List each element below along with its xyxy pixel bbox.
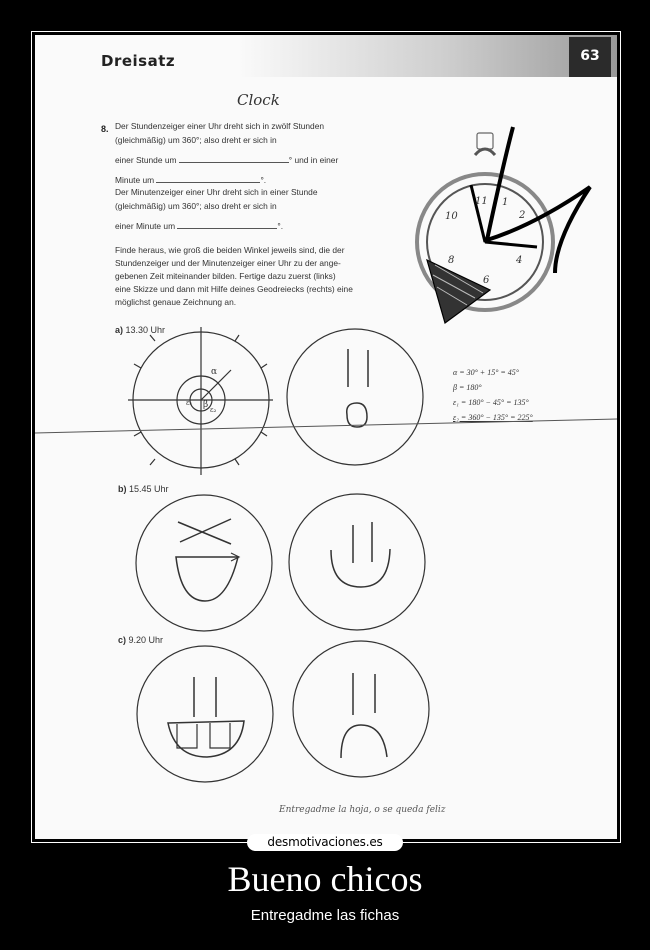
- task-line-4-start: Minute um: [115, 175, 155, 185]
- task-line-3-end: ° und in einer: [288, 155, 339, 165]
- poster-caption: Bueno chicos: [227, 859, 423, 899]
- face-b-right: [289, 494, 425, 630]
- clock-num-2: 2: [519, 210, 526, 221]
- ruled-line: [35, 419, 617, 433]
- subtask-b-label: b): [118, 484, 127, 494]
- subtask-c-label: c): [118, 635, 127, 645]
- face-b-left: [136, 495, 272, 631]
- clock-num-4: 4: [516, 255, 523, 266]
- clock-num-6: 6: [483, 275, 490, 286]
- stopwatch-illustration: [417, 127, 590, 323]
- task-line-2: (gleichmäßig) um 360°; also dreht er sich in: [115, 135, 277, 145]
- face-c-right-frown: [341, 725, 387, 758]
- hour-hand: [471, 185, 485, 242]
- face-b-crossed-eyes: [178, 519, 231, 544]
- task-line-4-end: °.: [260, 175, 267, 185]
- face-c-left-outline: [137, 646, 273, 782]
- handwritten-footer: Entregadme la hoja, o se queda feliz: [279, 805, 446, 815]
- stopwatch-crown: [477, 133, 493, 149]
- worksheet-drawings: [35, 35, 617, 839]
- face-b-right-outline: [289, 494, 425, 630]
- stopwatch-bow: [475, 149, 495, 155]
- page-title: Dreisatz: [101, 52, 176, 70]
- face-c-teeth: [177, 723, 230, 748]
- subtask-c-time: 9.20 Uhr: [128, 635, 164, 645]
- task-line-5: Der Minutenzeiger einer Uhr dreht sich in einer Stunde: [115, 187, 318, 197]
- label-beta: β: [203, 400, 209, 410]
- face-c-right-outline: [293, 641, 429, 777]
- poster-subcaption: Entregadme las fichas: [250, 907, 400, 924]
- clock-num-11: 11: [475, 196, 488, 207]
- instruction-line-4: eine Skizze und dann mit Hilfe deines Geodreiecks (rechts) eine: [115, 284, 353, 294]
- face-b-right-smile: [331, 549, 390, 587]
- instruction-line-3: gebenen Zeit miteinander bilden. Fertige dazu zuerst (links): [115, 271, 336, 281]
- task-number: 8.: [101, 124, 109, 134]
- face-a-right-outline: [287, 329, 423, 465]
- instruction-line-5: möglichst genaue Zeichnung an.: [115, 297, 237, 307]
- poster-frame: [31, 31, 621, 843]
- task-line-7-start: einer Minute um: [115, 221, 176, 231]
- face-b-left-outline: [136, 495, 272, 631]
- clock-num-1: 1: [502, 197, 509, 208]
- clock-num-10: 10: [445, 211, 458, 222]
- handwritten-heading: Clock: [237, 91, 280, 109]
- face-a-right-mouth: [347, 403, 367, 427]
- face-c-right: [293, 641, 429, 777]
- label-eps2: ε₂: [210, 406, 217, 414]
- calc-line-2: β = 180°: [453, 383, 482, 392]
- task-line-3-start: einer Stunde um: [115, 155, 177, 165]
- face-c-left-mouth: [168, 721, 244, 757]
- minute-hand: [485, 242, 537, 247]
- label-alpha: α: [211, 367, 218, 377]
- worksheet-page: [35, 35, 617, 839]
- calc-line-1: α = 30° + 15° = 45°: [453, 368, 519, 377]
- instruction-line-1: Finde heraus, wie groß die beiden Winkel jeweils sind, die der: [115, 245, 345, 255]
- face-b-left-mouth: [176, 557, 238, 601]
- page-number: 63: [580, 48, 600, 64]
- subtask-a-label: a): [115, 325, 124, 335]
- calc-line-4: ε₂ = 360° − 135° = 225°: [453, 413, 533, 422]
- label-eps1: ε₁: [186, 399, 193, 407]
- instruction-line-2: Stundenzeiger und der Minutenzeiger einer Uhr zu der ange-: [115, 258, 341, 268]
- sketch-circle-a: [125, 325, 273, 475]
- face-a-right: [287, 329, 423, 465]
- task-line-1: Der Stundenzeiger einer Uhr dreht sich in zwölf Stunden: [115, 121, 325, 131]
- clock-num-8: 8: [448, 255, 455, 266]
- subtask-a-time: 13.30 Uhr: [125, 325, 166, 335]
- calc-line-3: ε₁ = 180° − 45° = 135°: [453, 398, 529, 407]
- site-logo[interactable]: desmotivaciones.es: [247, 834, 403, 851]
- task-line-6: (gleichmäßig) um 360°; also dreht er sich in: [115, 201, 277, 211]
- face-c-left: [137, 646, 273, 782]
- task-line-7-end: °.: [277, 221, 284, 231]
- subtask-b-time: 15.45 Uhr: [129, 484, 169, 494]
